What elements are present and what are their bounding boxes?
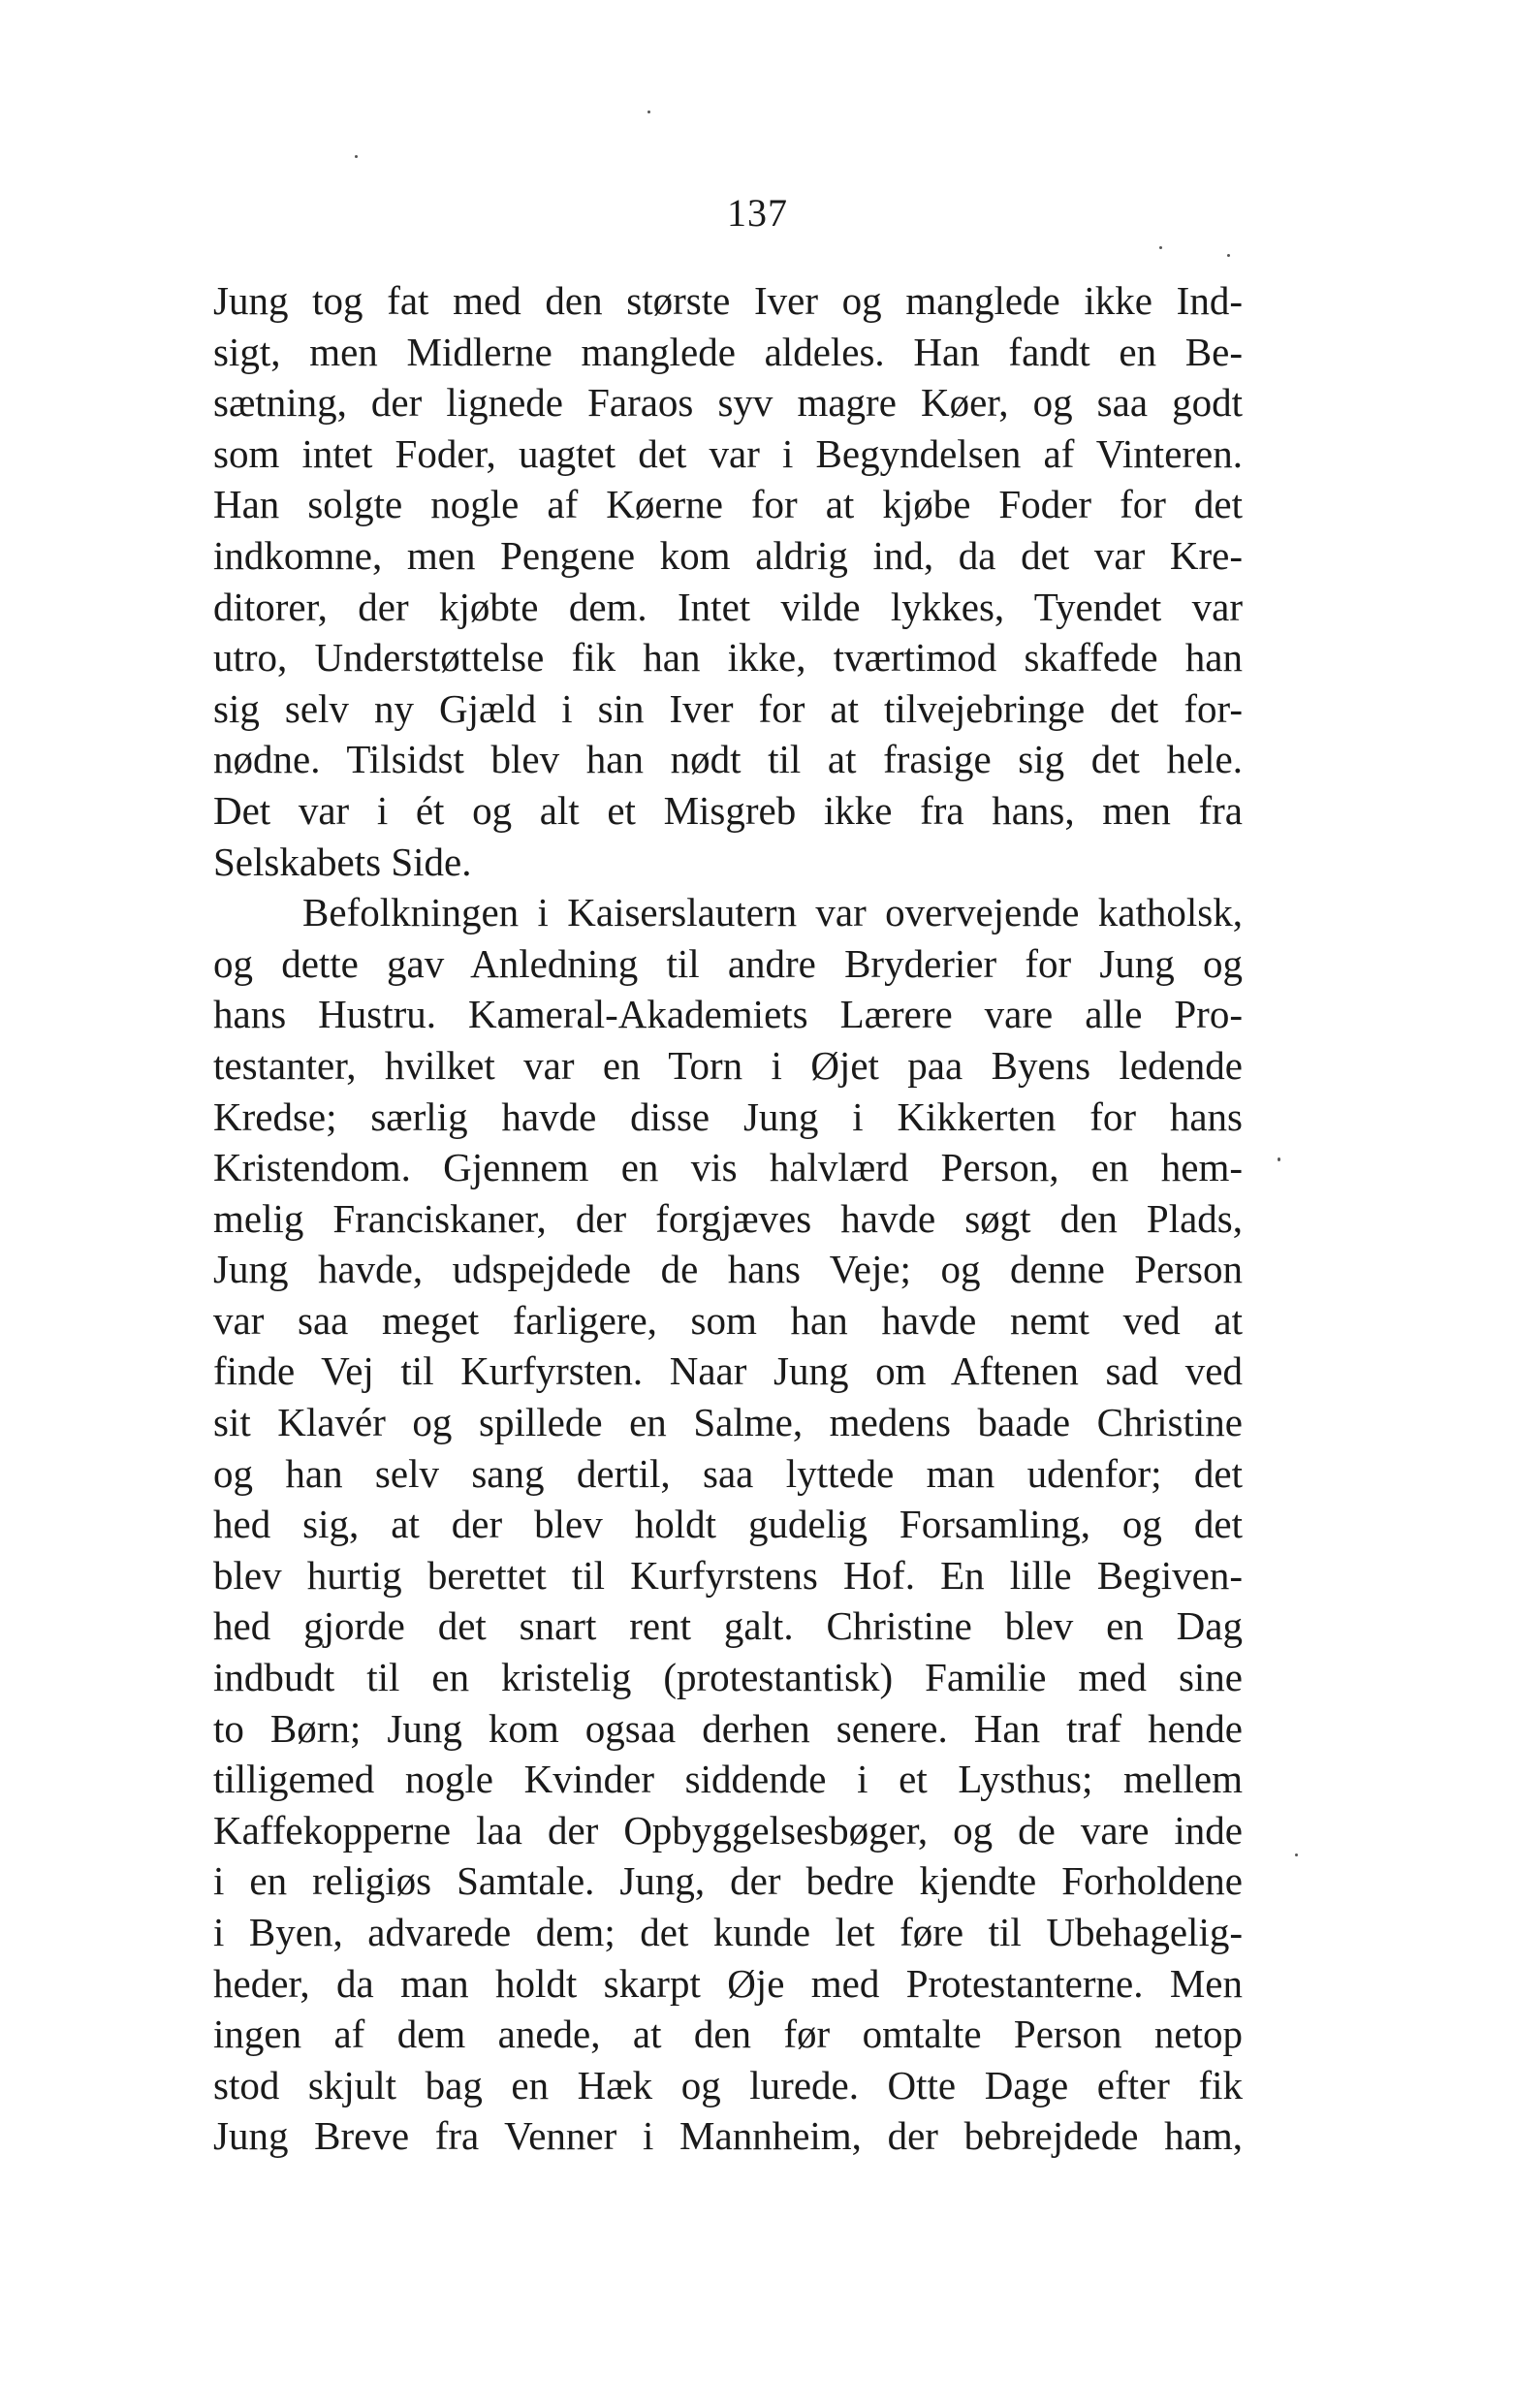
text-line: indbudt til en kristelig (protestantisk) Familie med sine <box>213 1655 1243 1700</box>
scan-speck <box>355 155 358 158</box>
text-line: ditorer, der kjøbte dem. Intet vilde lykkes, Tyendet var <box>213 584 1243 629</box>
text-line: nødne. Tilsidst blev han nødt til at frasige sig det hele. <box>213 737 1243 782</box>
text-line: Kristendom. Gjennem en vis halvlærd Person, en hem- <box>213 1145 1243 1190</box>
text-line: og han selv sang dertil, saa lyttede man udenfor; det <box>213 1450 1243 1496</box>
text-line: stod skjult bag en Hæk og lurede. Otte Dage efter fik <box>213 2062 1243 2107</box>
page-number: 137 <box>727 191 788 235</box>
scan-speck <box>1159 246 1162 249</box>
text-line: sig selv ny Gjæld i sin Iver for at tilvejebringe det for- <box>213 685 1243 731</box>
text-line: hed sig, at der blev holdt gudelig Forsamling, og det <box>213 1502 1243 1547</box>
text-line: blev hurtig berettet til Kurfyrstens Hof. En lille Begiven- <box>213 1552 1243 1598</box>
text-line: hans Hustru. Kameral-Akademiets Lærere vare alle Pro- <box>213 992 1243 1037</box>
text-line: Han solgte nogle af Køerne for at kjøbe Foder for det <box>213 482 1243 527</box>
body-text <box>213 275 1243 2162</box>
text-line: Det var i ét og alt et Misgreb ikke fra hans, men fra <box>213 787 1243 833</box>
text-line: sit Klavér og spillede en Salme, medens baade Christine <box>213 1400 1243 1445</box>
text-line: i Byen, advarede dem; det kunde let føre til Ubehagelig- <box>213 1910 1243 1954</box>
text-line: Befolkningen i Kaiserslautern var overvejende katholsk, <box>302 890 1243 935</box>
text-line: Selskabets Side. <box>213 839 472 884</box>
text-line: ingen af dem anede, at den før omtalte Person netop <box>213 2012 1243 2057</box>
text-line: sigt, men Midlerne manglede aldeles. Han fandt en Be- <box>213 329 1243 374</box>
text-line: var saa meget farligere, som han havde nemt ved at <box>213 1297 1243 1343</box>
text-line: sætning, der lignede Faraos syv magre Køer, og saa godt <box>213 380 1243 426</box>
text-line: i en religiøs Samtale. Jung, der bedre kjendte Forholdene <box>213 1858 1243 1904</box>
text-line: Jung havde, udspejdede de hans Veje; og denne Person <box>213 1247 1243 1292</box>
text-line: Kredse; særlig havde disse Jung i Kikkerten for hans <box>213 1093 1243 1139</box>
text-line: Jung tog fat med den største Iver og manglede ikke Ind- <box>213 278 1243 323</box>
text-line: Kaffekopperne laa der Opbyggelsesbøger, og de vare inde <box>213 1807 1243 1853</box>
scan-speck <box>1278 1157 1280 1161</box>
text-line: to Børn; Jung kom ogsaa derhen senere. Han traf hende <box>213 1705 1243 1751</box>
text-line: Jung Breve fra Venner i Mannheim, der bebrejdede ham, <box>213 2113 1243 2159</box>
text-line: finde Vej til Kurfyrsten. Naar Jung om Aftenen sad ved <box>213 1348 1243 1394</box>
scan-speck <box>647 111 650 113</box>
scan-speck <box>1227 254 1230 257</box>
text-line: som intet Foder, uagtet det var i Begyndelsen af Vinteren. <box>213 430 1243 476</box>
scan-speck <box>1295 1854 1298 1856</box>
text-line: utro, Understøttelse fik han ikke, tværtimod skaffede han <box>213 635 1243 681</box>
text-line: heder, da man holdt skarpt Øje med Protestanterne. Men <box>213 1960 1243 2006</box>
text-line: tilligemed nogle Kvinder siddende i et Lysthus; mellem <box>213 1757 1243 1802</box>
text-line: indkomne, men Pengene kom aldrig ind, da det var Kre- <box>213 532 1243 578</box>
text-line: og dette gav Anledning til andre Bryderier for Jung og <box>213 940 1243 986</box>
text-line: melig Franciskaner, der forgjæves havde søgt den Plads, <box>213 1195 1243 1241</box>
text-line: hed gjorde det snart rent galt. Christine blev en Dag <box>213 1603 1243 1649</box>
text-line: testanter, hvilket var en Torn i Øjet paa Byens ledende <box>213 1042 1243 1088</box>
